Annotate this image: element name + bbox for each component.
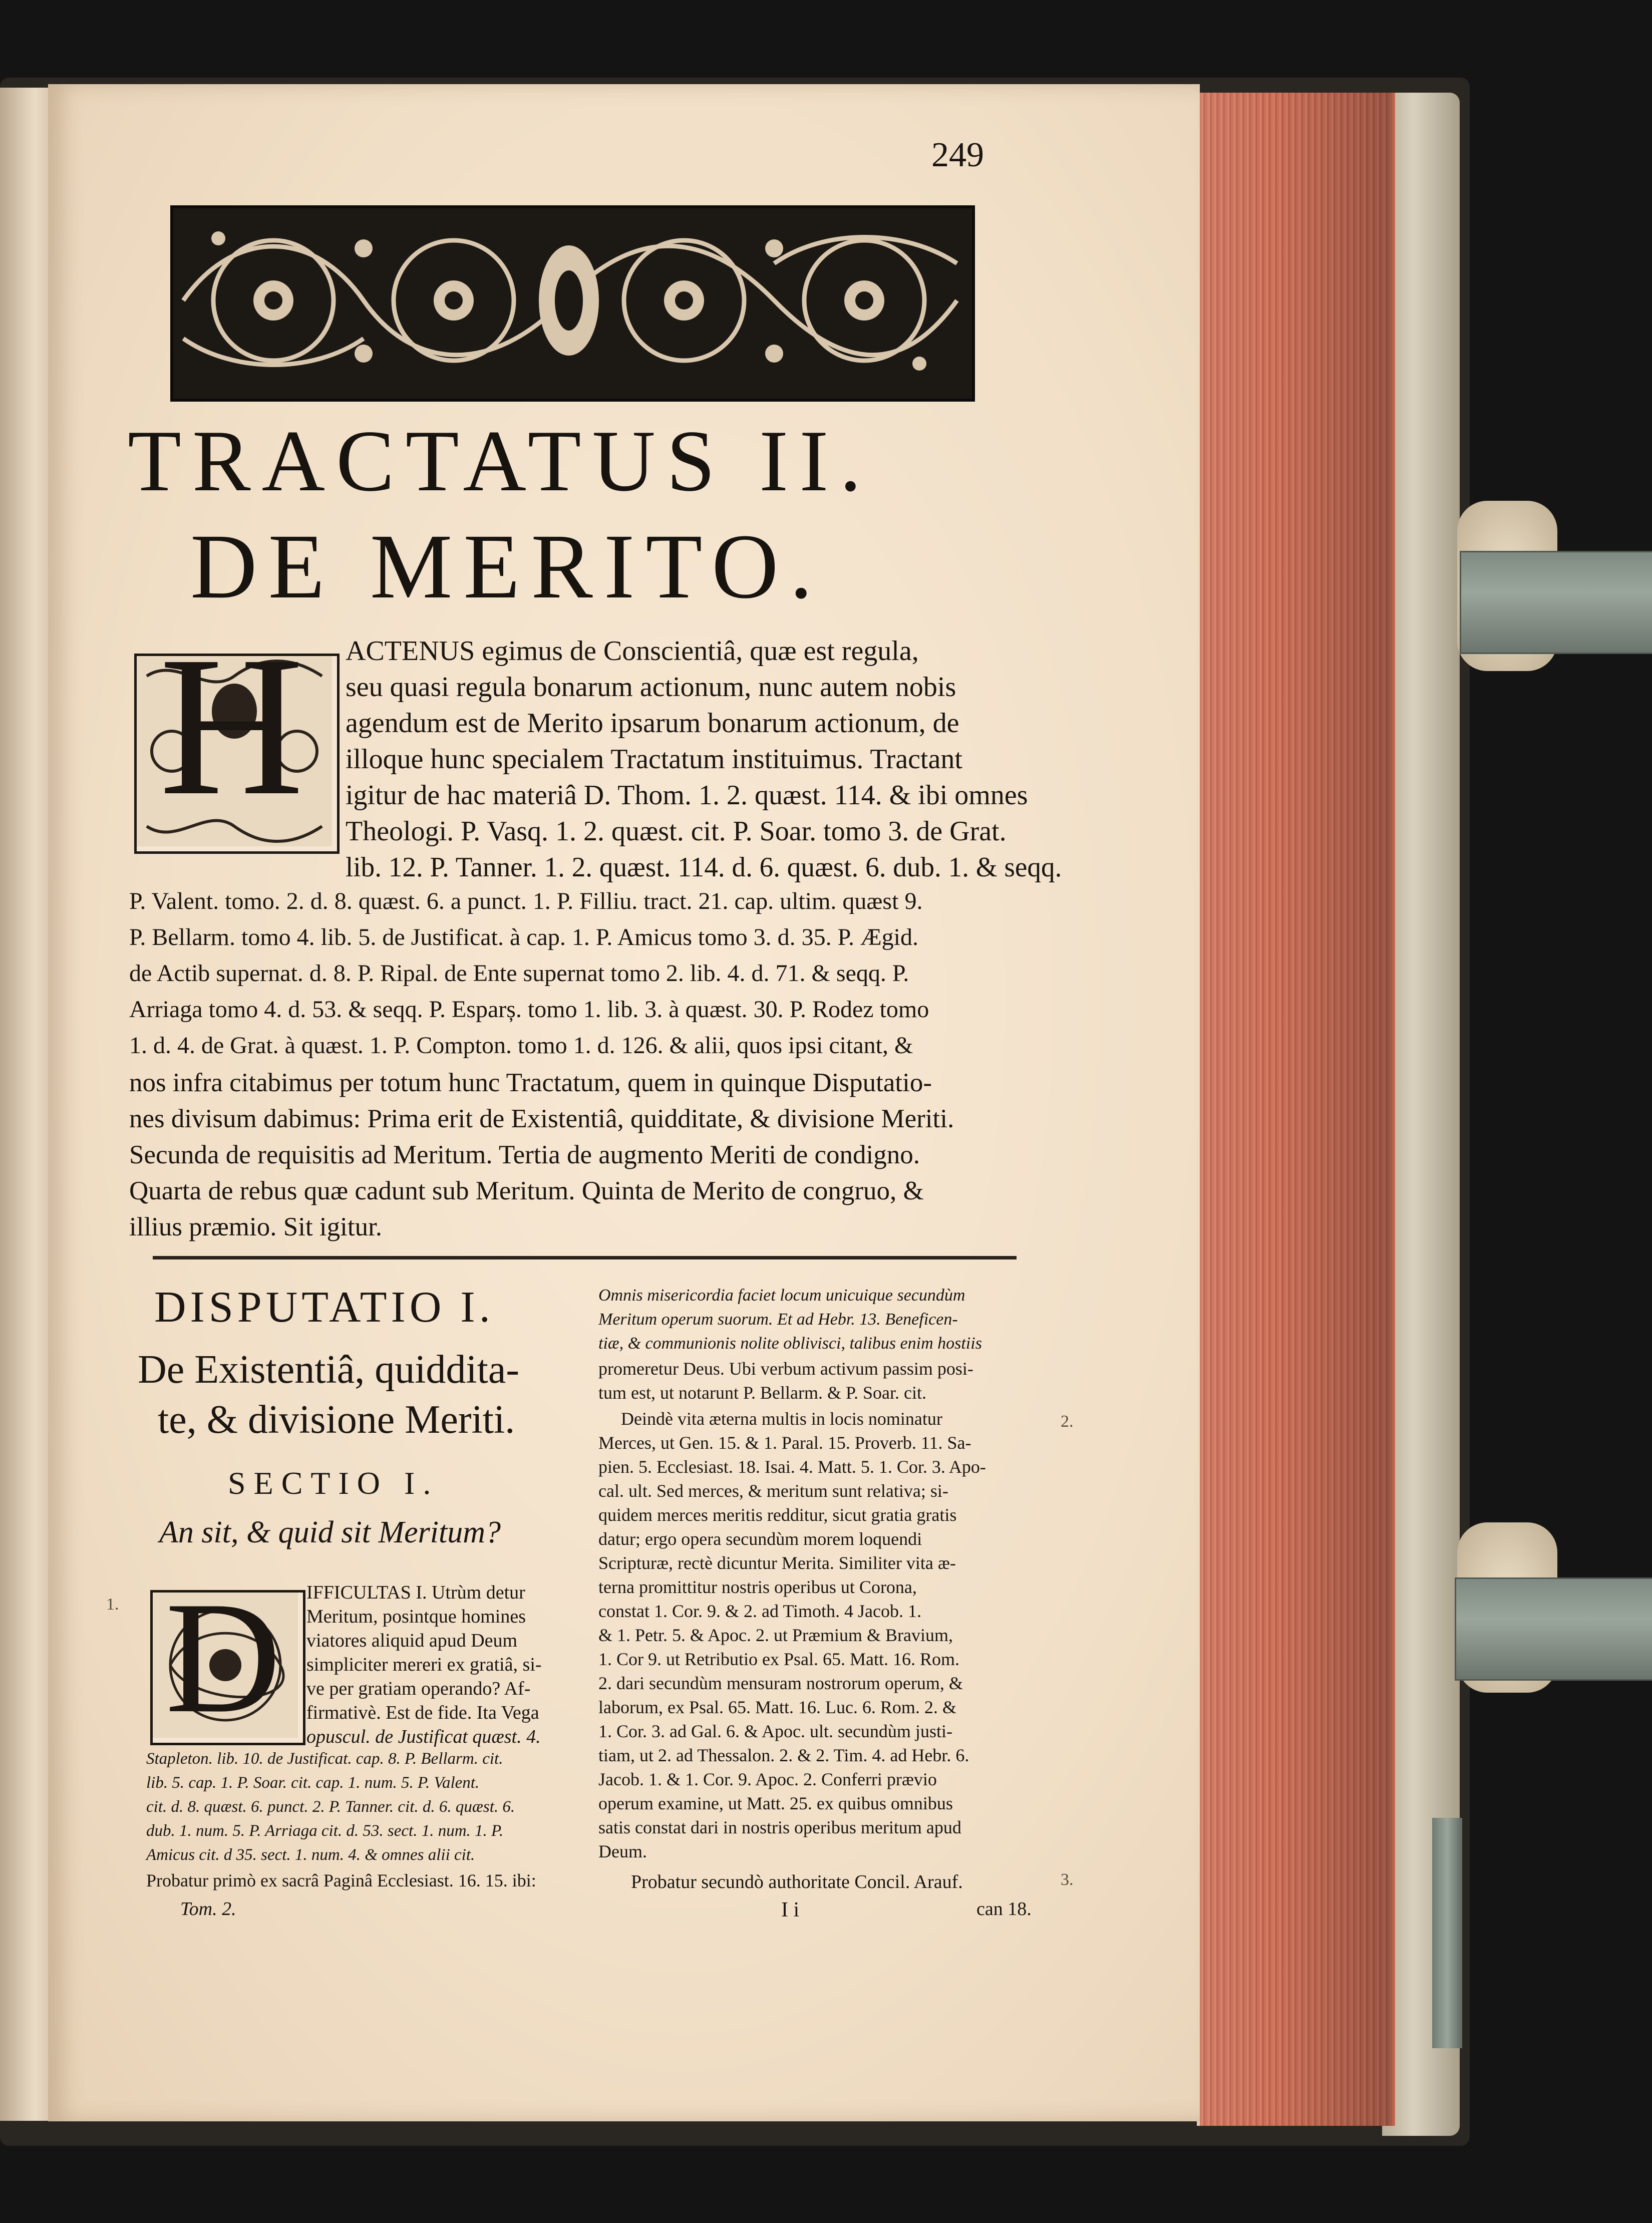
right-col-line-16: 1. Cor 9. ut Retributio ex Psal. 65. Matt. 16. Rom. xyxy=(598,1649,959,1669)
left-col-line-1: IFFICULTAS I. Utrùm detur xyxy=(306,1582,525,1603)
right-col-line-6: Deindè vita æterna multis in locis nominatur xyxy=(621,1409,942,1429)
disputatio-subtitle-1: De Existentiâ, quiddita- xyxy=(138,1348,520,1392)
right-col-line-8: pien. 5. Ecclesiast. 18. Isai. 4. Matt. 5. 1. Cor. 3. Apo- xyxy=(598,1457,986,1477)
right-col-line-2: Meritum operum suorum. Et ad Hebr. 13. Beneficen- xyxy=(598,1310,958,1329)
clasp-metal-top xyxy=(1460,551,1652,654)
right-col-line-14: constat 1. Cor. 9. & 2. ad Timoth. 4 Jacob. 1. xyxy=(598,1601,922,1621)
intro-line-14: nes divisum dabimus: Prima erit de Existentiâ, quidditate, & divisione Meriti. xyxy=(129,1104,954,1133)
disputatio-title: DISPUTATIO I. xyxy=(154,1283,494,1332)
intro-line-11: Arriaga tomo 4. d. 53. & seqq. P. Esparș. tomo 1. lib. 3. à quæst. 30. P. Rodez tomo xyxy=(129,996,929,1023)
initial-d-letter: D xyxy=(165,1569,281,1746)
intro-line-1: ACTENUS egimus de Conscientiâ, quæ est regula, xyxy=(346,636,919,667)
left-catchword: Tom. 2. xyxy=(180,1898,236,1920)
sectio-question: An sit, & quid sit Meritum? xyxy=(159,1515,501,1549)
left-col-line-4: simpliciter mereri ex gratiâ, si- xyxy=(306,1654,542,1675)
intro-line-6: Theologi. P. Vasq. 1. 2. quæst. cit. P. Soar. tomo 3. de Grat. xyxy=(346,816,1007,847)
section-rule xyxy=(153,1256,1017,1259)
intro-line-10: de Actib supernat. d. 8. P. Ripal. de Ente supernat tomo 2. lib. 4. d. 71. & seqq. P. xyxy=(129,960,909,987)
right-col-line-3: tiæ, & communionis nolite oblivisci, talibus enim hostiis xyxy=(598,1334,982,1353)
left-col-line-2: Meritum, posintque homines xyxy=(306,1606,526,1627)
fore-edge-shading xyxy=(1197,93,1392,2126)
right-col-line-13: terna promittitur nostris operibus ut Corona, xyxy=(598,1577,917,1597)
right-col-line-22: operum examine, ut Matt. 25. ex quibus omnibus xyxy=(598,1793,953,1813)
intro-line-4: illoque hunc specialem Tractatum instituimus. Tractant xyxy=(346,744,962,775)
right-col-line-19: 1. Cor. 3. ad Gal. 6. & Apoc. ult. secundùm justi- xyxy=(598,1721,952,1741)
ornamental-headpiece xyxy=(170,205,975,402)
intro-line-8: P. Valent. tomo. 2. d. 8. quæst. 6. a punct. 1. P. Filliu. tract. 21. cap. ultim. quæst 9. xyxy=(129,888,923,914)
intro-line-7: lib. 12. P. Tanner. 1. 2. quæst. 114. d. 6. quæst. 6. dub. 1. & seqq. xyxy=(346,852,1062,883)
margin-note-1: 1. xyxy=(106,1595,119,1614)
right-col-line-12: Scripturæ, rectè dicuntur Merita. Similiter vita æ- xyxy=(598,1553,956,1573)
right-col-line-5: tum est, ut notarunt P. Bellarm. & P. Soar. cit. xyxy=(598,1383,926,1403)
left-col-line-12: Amicus cit. d 35. sect. 1. num. 4. & omnes alii cit. xyxy=(146,1846,475,1864)
tractatus-title: TRACTATUS II. xyxy=(128,412,873,509)
left-col-line-9: lib. 5. cap. 1. P. Soar. cit. cap. 1. num. 5. P. Valent. xyxy=(146,1774,480,1792)
right-col-line-18: laborum, ex Psal. 65. Matt. 16. Luc. 6. Rom. 2. & xyxy=(598,1697,956,1717)
right-col-line-4: promeretur Deus. Ubi verbum activum passim posi- xyxy=(598,1359,973,1379)
right-col-line-11: datur; ergo opera secundùm morem loquendi xyxy=(598,1529,922,1549)
right-catchword: can 18. xyxy=(976,1898,1032,1920)
intro-line-5: igitur de hac materiâ D. Thom. 1. 2. quæst. 114. & ibi omnes xyxy=(346,780,1028,811)
intro-line-17: illius præmio. Sit igitur. xyxy=(129,1212,383,1241)
right-col-line-17: 2. dari secundùm mensuram nostrorum operum, & xyxy=(598,1673,963,1693)
sectio-title: SECTIO I. xyxy=(228,1465,439,1501)
right-col-line-7: Merces, ut Gen. 15. & 1. Paral. 15. Proverb. 11. Sa- xyxy=(598,1433,971,1453)
right-col-line-9: cal. ult. Sed merces, & meritum sunt relativa; si- xyxy=(598,1481,948,1501)
right-col-line-24: Deum. xyxy=(598,1841,647,1861)
intro-line-13: nos infra citabimus per totum hunc Tractatum, quem in quinque Disputatio- xyxy=(129,1068,932,1097)
intro-line-16: Quarta de rebus quæ cadunt sub Meritum. Quinta de Merito de congruo, & xyxy=(129,1176,924,1205)
margin-note-2: 2. xyxy=(1061,1412,1074,1431)
intro-line-12: 1. d. 4. de Grat. à quæst. 1. P. Compton. tomo 1. d. 126. & alii, quos ipsi citant, & xyxy=(129,1032,913,1059)
right-col-line-23: satis constat dari in nostris operibus meritum apud xyxy=(598,1817,961,1837)
intro-line-3: agendum est de Merito ipsarum bonarum actionum, de xyxy=(346,708,959,739)
intro-line-9: P. Bellarm. tomo 4. lib. 5. de Justificat. à cap. 1. P. Amicus tomo 3. d. 35. P. Ægid. xyxy=(129,924,918,950)
page-number: 249 xyxy=(931,136,984,174)
left-col-line-7: opuscul. de Justificat quæst. 4. xyxy=(306,1726,541,1747)
initial-h-letter: H xyxy=(159,615,304,837)
left-col-line-8: Stapleton. lib. 10. de Justificat. cap. 8. P. Bellarm. cit. xyxy=(146,1750,503,1768)
intro-line-15: Secunda de requisitis ad Meritum. Tertia de augmento Meriti de condigno. xyxy=(129,1140,920,1169)
right-col-line-10: quidem merces meritis redditur, sicut gratia gratis xyxy=(598,1505,957,1525)
margin-note-3: 3. xyxy=(1061,1870,1074,1889)
left-col-line-3: viatores aliquid apud Deum xyxy=(306,1630,518,1651)
left-col-line-11: dub. 1. num. 5. P. Arriaga cit. d. 53. sect. 1. num. 1. P. xyxy=(146,1822,504,1840)
right-col-line-1: Omnis misericordia faciet locum unicuique secundùm xyxy=(598,1286,965,1305)
right-col-line-21: Jacob. 1. & 1. Cor. 9. Apoc. 2. Conferri prævio xyxy=(598,1769,937,1789)
right-col-line-25: Probatur secundò authoritate Concil. Arauf. xyxy=(631,1871,963,1892)
left-page-edge xyxy=(0,88,50,2121)
disputatio-subtitle-2: te, & divisione Meriti. xyxy=(158,1398,515,1442)
right-col-line-20: tiam, ut 2. ad Thessalon. 2. & 2. Tim. 4. ad Hebr. 6. xyxy=(598,1745,969,1765)
signature-mark: I i xyxy=(781,1898,800,1922)
tractatus-subtitle: DE MERITO. xyxy=(190,515,824,618)
clasp-metal-bottom xyxy=(1455,1577,1652,1681)
left-col-line-10: cit. d. 8. quæst. 6. punct. 2. P. Tanner. cit. d. 6. quæst. 6. xyxy=(146,1798,515,1816)
clasp-strip xyxy=(1432,1818,1462,2048)
left-col-line-6: firmativè. Est de fide. Ita Vega xyxy=(306,1702,539,1723)
left-col-line-5: ve per gratiam operando? Af- xyxy=(306,1678,531,1699)
intro-line-2: seu quasi regula bonarum actionum, nunc autem nobis xyxy=(346,672,956,703)
left-col-line-13: Probatur primò ex sacrâ Paginâ Ecclesiast. 16. 15. ibi: xyxy=(146,1870,536,1890)
right-col-line-15: & 1. Petr. 5. & Apoc. 2. ut Præmium & Bravium, xyxy=(598,1625,953,1645)
